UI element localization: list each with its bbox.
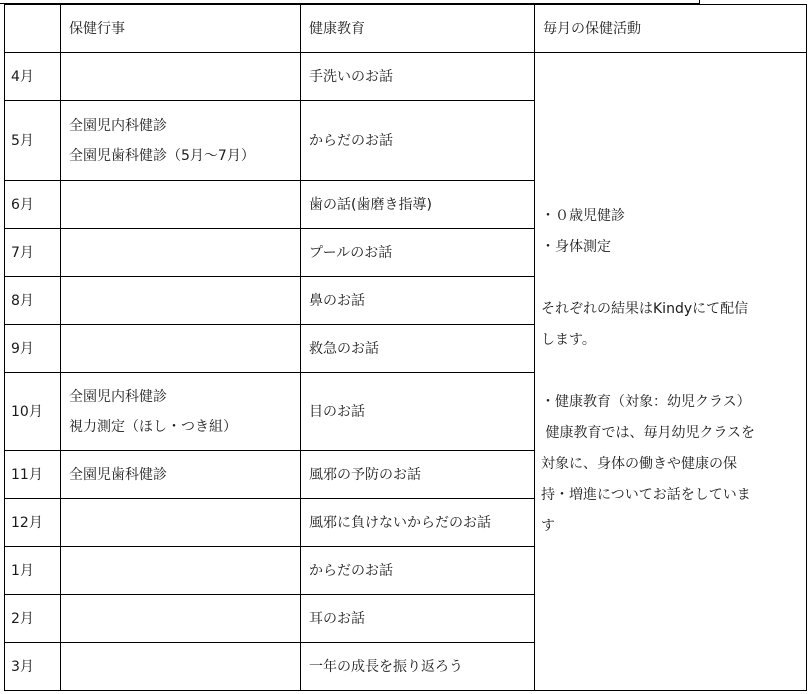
month-cell: 5月 — [5, 101, 61, 181]
event-cell — [61, 373, 301, 451]
month-cell: 6月 — [5, 181, 61, 229]
activity-line: 持・増進についてお話をしていま — [541, 487, 751, 503]
event-cell — [61, 229, 301, 277]
event-cell — [61, 547, 301, 595]
education-cell: 耳のお話 — [301, 595, 535, 643]
activity-line: す — [541, 518, 555, 534]
education-cell: 救急のお話 — [301, 325, 535, 373]
activity-spacer — [541, 356, 800, 387]
event-line: 全園児内科健診 — [69, 117, 167, 134]
event-cell: 全園児歯科健診 — [61, 451, 301, 499]
education-cell: 一年の成長を振り返ろう — [301, 643, 535, 691]
month-cell: 9月 — [5, 325, 61, 373]
activity-line: ・身体測定 — [541, 239, 611, 255]
month-cell: 2月 — [5, 595, 61, 643]
education-cell: 風邪に負けないからだのお話 — [301, 499, 535, 547]
month-cell: 3月 — [5, 643, 61, 691]
month-cell: 11月 — [5, 451, 61, 499]
table-row — [5, 53, 807, 101]
month-cell: 10月 — [5, 373, 61, 451]
education-cell: 目のお話 — [301, 373, 535, 451]
monthly-activities-cell — [535, 53, 807, 691]
header-monthly-activities: 毎月の保健活動 — [535, 5, 807, 53]
education-cell: プールのお話 — [301, 229, 535, 277]
activity-line: ・０歳児健診 — [541, 208, 625, 224]
activity-spacer — [541, 263, 800, 294]
event-line: 視力測定（ほし・つき組） — [69, 418, 237, 435]
event-cell — [61, 643, 301, 691]
education-cell: からだのお話 — [301, 101, 535, 181]
education-cell: 鼻のお話 — [301, 277, 535, 325]
month-cell: 8月 — [5, 277, 61, 325]
header-education: 健康教育 — [301, 5, 535, 53]
activity-line: します。 — [541, 332, 596, 348]
health-plan-table — [4, 4, 807, 691]
month-cell: 1月 — [5, 547, 61, 595]
education-cell: 風邪の予防のお話 — [301, 451, 535, 499]
table-header-row — [5, 5, 807, 53]
month-cell: 7月 — [5, 229, 61, 277]
header-events: 保健行事 — [61, 5, 301, 53]
event-cell — [61, 101, 301, 181]
education-cell: からだのお話 — [301, 547, 535, 595]
header-month — [5, 5, 61, 53]
activity-line: 健康教育では、毎月幼児クラスを — [541, 425, 756, 441]
event-cell — [61, 53, 301, 101]
event-cell — [61, 181, 301, 229]
event-cell — [61, 595, 301, 643]
month-cell: 4月 — [5, 53, 61, 101]
activity-line: 対象に、身体の働きや健康の保 — [541, 456, 737, 472]
event-cell — [61, 277, 301, 325]
event-cell — [61, 325, 301, 373]
event-cell — [61, 499, 301, 547]
event-line: 全園児歯科健診（5月〜7月） — [69, 147, 255, 164]
event-line: 全園児内科健診 — [69, 388, 167, 405]
education-cell: 歯の話(歯磨き指導) — [301, 181, 535, 229]
month-cell: 12月 — [5, 499, 61, 547]
education-cell: 手洗いのお話 — [301, 53, 535, 101]
activity-line: ・健康教育（対象：幼児クラス） — [541, 394, 751, 410]
activity-line: それぞれの結果はKindyにて配信 — [541, 301, 749, 317]
